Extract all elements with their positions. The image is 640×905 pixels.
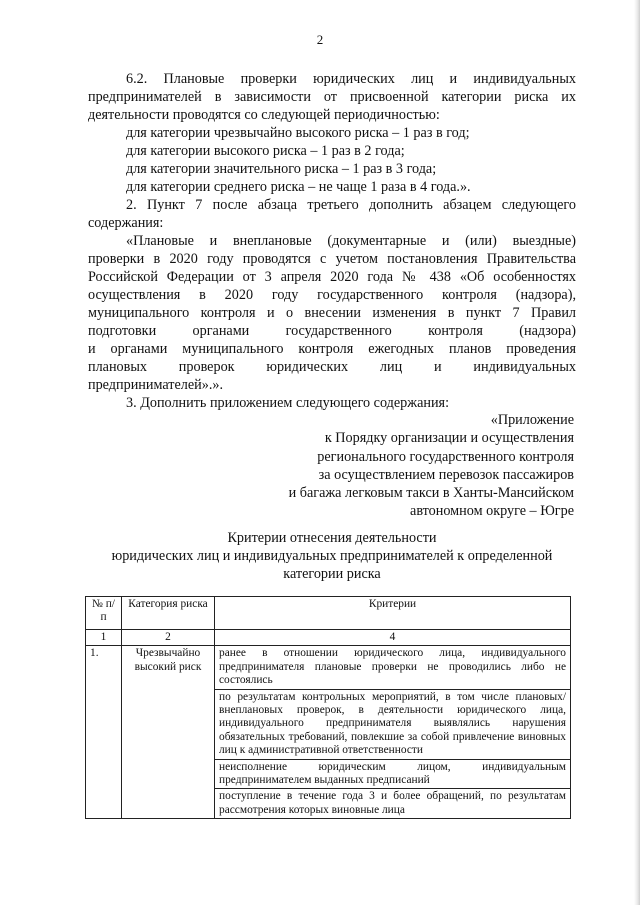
paragraph-line: предпринимателей в зависимости от присвоенной категории риска их [88,89,576,105]
table-index-row [86,630,571,646]
index-criteria: 4 [215,630,571,646]
annex-line: за осуществлением перевозок пассажиров [318,466,574,483]
title-line: категории риска [283,566,381,582]
period-line: для категории среднего риска – не чаще 1 раза в 4 года.». [126,179,471,195]
annex-line: регионального государственного контроля [317,448,574,465]
header-category: Категория риска [122,597,215,630]
annex-header [250,411,574,521]
quote-line: и органами муниципального контроля ежегодных планов проведения [88,341,576,357]
paragraph-line: содержания: [88,215,164,231]
quote-line: предпринимателей».». [88,377,224,393]
period-line: для категории значительного риска – 1 раз в 3 года; [126,161,437,177]
header-criteria: Критерии [215,597,571,630]
paragraph-line: деятельности проводятся со следующей периодичностью: [88,107,440,123]
header-num: № п/п [86,597,122,630]
criterion-cell: поступление в течение года 3 и более обращений, по результатам рассмотрения которых виновные лица [215,789,571,819]
quote-line: подготовки органами государственного контроля (надзора) [88,323,576,339]
period-line: для категории высокого риска – 1 раз в 2 года; [126,143,405,159]
row-num: 1. [86,646,122,819]
index-category: 2 [122,630,215,646]
annex-line: и багажа легковым такси в Ханты-Мансийском [288,485,574,502]
quote-line: проверки в 2020 году проводятся с учетом постановления Правительства [88,251,576,267]
annex-line: автономном округе – Югре [410,503,574,520]
row-category: Чрезвычайно высокий риск [122,646,215,819]
criterion-cell: неисполнение юридическим лицом, индивидуальным предпринимателем выданных предписаний [215,759,571,789]
document-body [88,70,576,412]
table-header-row [86,597,571,630]
annex-line: к Порядку организации и осуществления [324,430,574,447]
criterion-cell: по результатам контрольных мероприятий, в том числе плановых/внеплановых проверок, в деятельности юридического лица, индивидуального предпринимателя выявлялись нарушения обязательных требований, повлекшие за собой привлечение виновных лиц к административной ответственности [215,689,571,759]
criteria-title [88,529,576,583]
period-line: для категории чрезвычайно высокого риска – 1 раз в год; [126,125,470,141]
annex-line: «Приложение [490,412,574,428]
page-number: 2 [316,32,324,47]
quote-line: Российской Федерации от 3 апреля 2020 года № 438 «Об особенностях [88,269,576,285]
criterion-cell: ранее в отношении юридического лица, индивидуального предпринимателя плановые проверки не проводились либо не состоялись [215,646,571,689]
quote-line: «Плановые и внеплановые (документарные и (или) выездные) [126,233,576,249]
paragraph-line: 3. Дополнить приложением следующего содержания: [126,395,450,411]
scan-edge [634,0,640,905]
paragraph-line: 2. Пункт 7 после абзаца третьего дополнить абзацем следующего [126,197,576,213]
title-line: юридических лиц и индивидуальных предпринимателей к определенной [111,548,553,564]
criteria-table [85,596,571,819]
quote-line: осуществления в 2020 году государственного контроля (надзора), [88,287,576,303]
title-line: Критерии отнесения деятельности [227,530,437,546]
quote-line: плановых проверок юридических лиц и индивидуальных [88,359,576,375]
index-num: 1 [86,630,122,646]
paragraph-line: 6.2. Плановые проверки юридических лиц и индивидуальных [126,71,576,87]
quote-line: муниципального контроля и о внесении изменения в пункт 7 Правил [88,305,576,321]
table-row [86,646,571,689]
